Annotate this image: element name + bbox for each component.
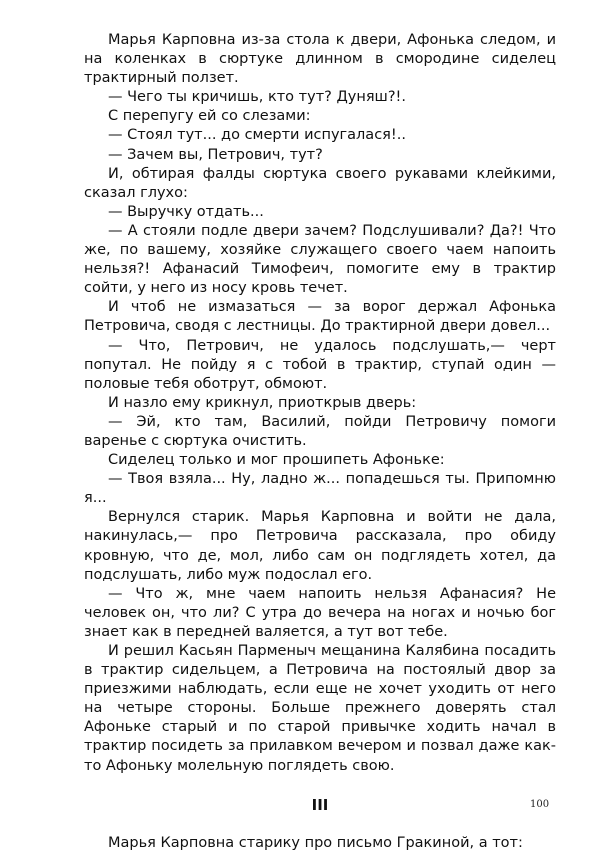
page-body (84, 31, 556, 853)
paragraph: — Стоял тут... до смерти испугалася!.. (108, 127, 406, 144)
paragraph: Марья Карповна из-за стола к двери, Афонька следом, и на коленках в сюртуке длинном в смородине сиделец трактирный ползет. (84, 32, 556, 87)
paragraph: И, обтирая фалды сюртука своего рукавами клейкими, сказал глухо: (84, 165, 556, 201)
paragraph: И чтоб не измазаться — за ворог держал Афонька Петровича, сводя с лестницы. До трактирной двери довел... (84, 299, 556, 335)
page-number: 100 (530, 799, 550, 810)
paragraph: — Твоя взяла... Ну, ладно ж... попадешься ты. Припомню я... (84, 471, 556, 507)
paragraph: — Зачем вы, Петрович, тут? (108, 146, 323, 163)
paragraph: — Выручку отдать... (108, 203, 264, 220)
chapter-heading: III (311, 795, 329, 814)
paragraph: И назло ему крикнул, приоткрыв дверь: (108, 394, 417, 411)
paragraph: Сиделец только и мог прошипеть Афоньке: (108, 452, 445, 469)
paragraph: И решил Касьян Парменыч мещанина Калябина посадить в трактир сидельцем, а Петровича на постоялый двор за приезжими наблюдать, если еще не хочет уходить от него на четыре стороны. Больше прежнего доверять стал Афоньке старый и по старой привычке ходить начал в трактир посидеть за прилавком вечером и позвал даже как-то Афоньку молельную поглядеть свою. (84, 643, 556, 774)
paragraph: — Эй, кто там, Василий, пойди Петровичу помоги варенье с сюртука очистить. (84, 413, 556, 449)
paragraph-after-heading: Марья Карповна старику про письмо Гракиной, а тот: (108, 834, 523, 851)
paragraph: — Что ж, мне чаем напоить нельзя Афанасия? Не человек он, что ли? С утра до вечера на ногах и ночью бог знает как в передней валяется, а тут вот тебе. (84, 585, 556, 640)
paragraph: — А стояли подле двери зачем? Подслушивали? Да?! Что же, по вашему, хозяйке служащего своего чаем напоить нельзя?! Афанасий Тимофеич, помогите ему в трактир сойти, у него из носу кровь течет. (84, 222, 556, 297)
paragraph: С перепугу ей со слезами: (108, 108, 311, 125)
paragraph: — Что, Петрович, не удалось подслушать,— черт попутал. Не пойду я с тобой в трактир, ступай один — половые тебя оботрут, обмоют. (84, 337, 556, 392)
paragraph: Вернулся старик. Марья Карповна и войти не дала, накинулась,— про Петровича рассказала, про обиду кровную, что де, мол, либо сам он подглядеть хотел, да подслушать, либо муж подослал его. (84, 509, 556, 583)
paragraph: — Чего ты кричишь, кто тут? Дуняш?!. (108, 89, 406, 106)
